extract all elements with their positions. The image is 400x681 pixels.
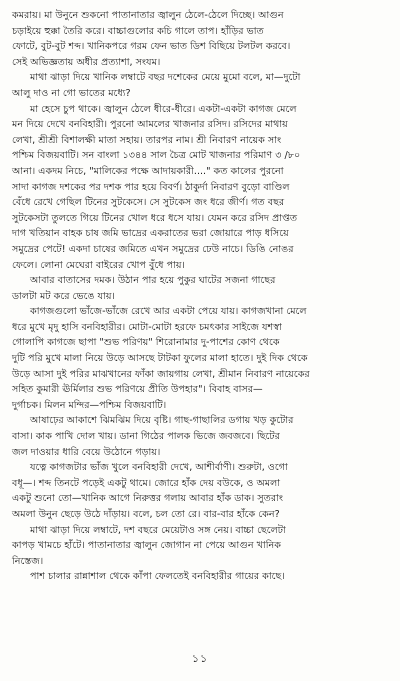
page-number: ১১	[191, 652, 209, 665]
paragraph-6: আষাঢ়ের আকাশে ঝিমঝিম দিয়ে বৃষ্টি। গাছ-গাছালির ডগায় খড় কুটোর বাসা। কাক পাখি দোল খায়। ডানা গিঠের পালক ভিজে জবজবে। ছিটের জল দাওয়ার ধারি বেয়ে উঠোনে গড়ায়।	[12, 415, 294, 458]
paragraph-4: আবার বাতাসের দমক। উঠান পার হয়ে পুকুর ঘাটের সজনা গাছের ডালটা মট করে ভেঙে যায়।	[12, 275, 276, 302]
paragraph-9: পাশ চালার রান্নাশাল থেকে কাঁপা ফেলতেই বনবিহারীর গায়ের কাছে।	[30, 571, 285, 583]
paragraph-1: কমরায়। মা উনুনে শুকনো পাতানাতার জ্বালুন ঠেলে-ঠেলে দিচ্ছে। আগুন চড়াইয়ে হুক্কা তৈরি করে। বাচ্চাগুলোর কচি গালে তাপ। হাঁড়ির ভাত ফোটে, বুট-বুট শব্দ। খানিকপরে গরম ফেন ভাত ডিশ বিছিয়ে টলটল করবে। সেই অভিজ্ঞতায় অধীর প্রত্যাশা, সংযম।	[12, 10, 291, 68]
body-text	[12, 8, 388, 585]
paragraph-3: মা হেসে চুপ থাকে। জ্বালুন ঠেলে ধীরে-ধীরে। একটা-একটা কাগজ মেলে মন দিয়ে দেখে বনবিহারী। পুরনো আমলের খাজনার রসিদ। রসিদের মাথায় লেখা, শ্রীশ্রী বিশালক্ষী মাতা সহায়। তারপর নাম। শ্রী নিবারণ নায়েক সাং পশ্চিম বিজয়বাটি। সন বাংলা ১৩৪৪ সাল চৈত্র মোট খাজনার পরিমাণ ৩ /৮০ আনা। একদম নিচে, "মালিকের পক্ষে আদায়কারী...." কত কালের পুরনো সাদা কাগজ দশকের পর দশক পার হয়ে বিবর্ণ। ঠাকুর্দা নিবারণ বুড়ো বাণ্ডিল বেঁধে রেখে গেছিল টিনের সুটকেসে। সে সুটকেস জং ধরে জীর্ণ। গত বছর সুটকেসটা তুলতে গিয়ে টিনের খোল ধরে ধসে যায়। যেমন করে রসিদ প্রাপ্তত দাগ খতিয়ান বাহক চাষ জমি ভাদ্রের একরাতের ভরা জোয়ারে পাড় ধসিয়ে সমুদ্রের পেটে! একদা চাষের জমিতে এখন সমুদ্রের ঢেউ নাচে। ডিঙি নোঙর ফেলে। লোনা মেঘেরা বাইরের খোপ বুঁধে পায়।	[12, 103, 301, 271]
paragraph-8: মাথা ঝাড়া দিয়ে লম্বাটে, দশ বছরে মেয়েটাও সঙ্গ নেয়। বাচ্চা ছেলেটা কাপড় খামচে হাঁটে। পাতানাতার জ্বালুন জোগান না পেয়ে আগুন খানিক নিস্তেজ।	[12, 524, 286, 567]
paragraph-7: যত্নে কাগজটার ভাঁজ খুলে বনবিহারী দেখে, আশীর্বাণী। শুরুটা, ওগো বধূ—। শব্দ তিনটে পড়েই একটু থামে। জোরে হাঁক দেয় বউকে, ও অমলা একটু শুনো তো—খানিক আগে নিরুত্তর গলায় আবার হাঁক ডাক। সুতরাং অমলা উনুন ছেড়ে উঠে দাঁড়ায়। বলে, চল তো রে। বার-বার হাঁকে কেন?	[12, 462, 288, 520]
paragraph-5: কাগজগুলো ভাঁজে-ভাঁজে রেখে আর একটা পেয়ে যায়। কাগজখানা মেলে ধরে মুখে মৃদু হাসি বনবিহারীর। মোটা-মোটা হরফে চমৎকার সাইজে যশস্বা গোলাপি কাগজে ছাপা "শুভ পরিণয়" শিরোনামার দু-পাশের কোণ থেকে দুটি পরি মুখে মালা নিয়ে উড়ে আসছে টাটকা ফুলের মালা হাতে। দুই দিক থেকে উড়ে আসা দুই পরির মাঝখানের ফাঁকা জায়গায় লেখা, শ্রীমান নিবারণ নায়েকের সহিত কুমারী ঊর্মিলার শুভ পরিণয়ে প্রীতি উপহার"। বিবাহ বাসর— দুর্গাচক। মিলন মন্দির—পশ্চিম বিজয়বাটি।	[12, 306, 310, 411]
paragraph-2: মাথা ঝাড়া দিয়ে খানিক লম্বাটে বছর দশেকের মেয়ে মুমো বলে, মা—দুটো আলু দাও না গো ভাতের মধ্যে?	[12, 72, 301, 99]
